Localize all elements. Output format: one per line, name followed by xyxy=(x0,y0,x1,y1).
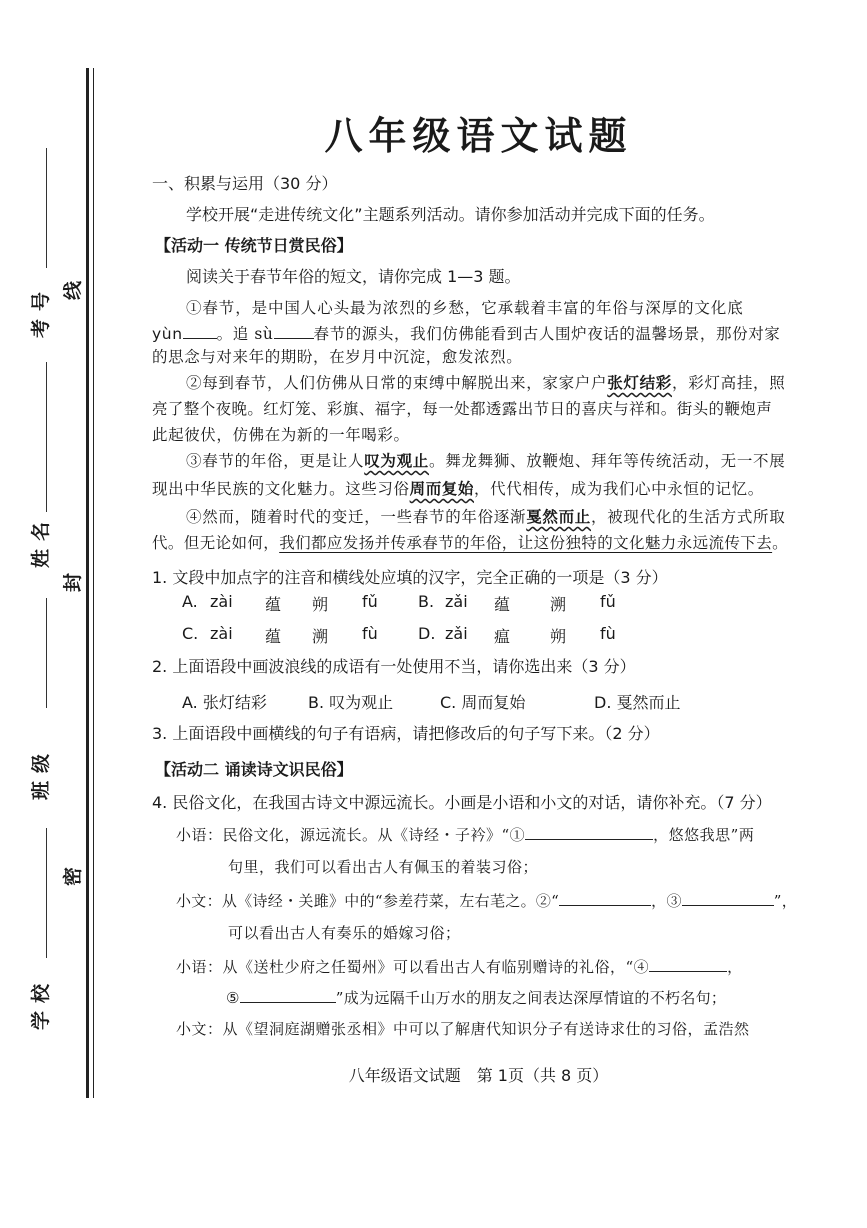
q1-opt-a-2: 蕴 xyxy=(265,595,282,614)
q1-opt-d-4: fù xyxy=(600,624,616,643)
dialogue-1-line1 xyxy=(176,823,754,846)
q1-opt-b-1: zǎi xyxy=(445,592,468,611)
q1-opt-d-2: 瘟 xyxy=(494,627,511,646)
binding-line-thick xyxy=(86,68,89,1098)
q1-opt-a-3: 朔 xyxy=(312,595,329,614)
seal-mi: 密 xyxy=(62,866,84,886)
xuexiao-label: 学校 xyxy=(30,975,52,1030)
q1-opt-d-1: zǎi xyxy=(445,624,468,643)
passage-p2-line3: 此起彼伏，仿佛在为新的一年喝彩。 xyxy=(152,426,410,444)
passage-p1-line3: 的思念与对来年的期盼，在岁月中沉淀，愈发浓烈。 xyxy=(152,348,523,366)
passage-p2-line1 xyxy=(186,372,785,394)
section1-heading: 一、积累与运用（30 分） xyxy=(152,174,338,193)
banji-label: 班级 xyxy=(30,745,52,800)
section1-intro: 学校开展“走进传统文化”主题系列活动。请你参加活动并完成下面的任务。 xyxy=(186,205,715,224)
q1-opt-c-3: 溯 xyxy=(312,627,329,646)
dialogue-1-line2: 句里，我们可以看出古人有佩玉的着装习俗； xyxy=(228,858,539,876)
xingming-fill-line xyxy=(46,362,47,512)
q1-opt-c-1: zài xyxy=(210,624,233,643)
dialogue-3-text-d: ”成为远隔千山万水的朋友之间表达深厚情谊的不朽名句； xyxy=(335,989,727,1007)
passage-p1-text-a: ①春节，是中国人心头最为浓烈的乡愁，它承载着丰富的年俗与深厚的文化底 xyxy=(186,299,744,317)
blank-5[interactable] xyxy=(240,986,336,1003)
q1-stem: 1. 文段中加点字的注音和横线处应填的汉字，完全正确的一项是（3 分） xyxy=(152,568,668,587)
q3-stem: 3. 上面语段中画横线的句子有语病，请把修改后的句子写下来。（2 分） xyxy=(152,724,660,743)
passage-p1-text-b: 春节的源头，我们仿佛能看到古人围炉夜话的温馨场景，那份对家 xyxy=(313,325,781,343)
q1-opt-b-4: fǔ xyxy=(600,592,616,611)
dialogue-3-text-a: 小语：从《送杜少府之任蜀州》可以看出古人有临别赠诗的礼俗，“④ xyxy=(176,958,650,976)
passage-p3-text-a: ③春节的年俗，更是让人 xyxy=(186,452,365,470)
passage-instruction: 阅读关于春节年俗的短文，请你完成 1—3 题。 xyxy=(186,267,521,286)
dialogue-1-text-a: 小语：民俗文化，源远流长。从《诗经・子衿》“① xyxy=(176,826,526,844)
q1-opt-d-label[interactable]: D. xyxy=(418,624,436,643)
q1-opt-b-label[interactable]: B. xyxy=(418,592,435,611)
pinyin-yun: yùn xyxy=(152,325,183,343)
idiom-zhangdengjiecai: 张灯结彩 xyxy=(607,373,673,392)
xingming-fill-line-2 xyxy=(46,598,47,708)
q4-stem: 4. 民俗文化，在我国古诗文中源远流长。小画是小语和小文的对话，请你补充。（7 分） xyxy=(152,793,772,812)
q1-opt-b-3: 溯 xyxy=(550,595,567,614)
passage-p3-text-d: ，代代相传，成为我们心中永恒的记忆。 xyxy=(474,480,764,498)
q1-opt-a-1: zài xyxy=(210,592,233,611)
passage-p3-text-b: 。舞龙舞狮、放鞭炮、拜年等传统活动，无一不展 xyxy=(429,452,786,470)
passage-p2-text-a: ②每到春节，人们仿佛从日常的束缚中解脱出来，家家户户 xyxy=(186,374,608,392)
sentence-underlined: 我们都应发扬并传承春节的年俗，让这份独特的文化魅力永远流传下去 xyxy=(279,534,773,552)
q1-opt-b-2: 蕴 xyxy=(494,595,511,614)
q2-option-c[interactable]: C. 周而复始 xyxy=(440,693,526,712)
kaohao-fill-line xyxy=(46,148,47,268)
passage-p2-text-b: ，彩灯高挂，照 xyxy=(672,374,786,392)
idiom-tanweiguanzhi: 叹为观止 xyxy=(364,451,430,470)
activity1-heading: 【活动一 传统节日赏民俗】 xyxy=(155,236,353,255)
passage-p1-line1 xyxy=(186,297,744,319)
passage-p2-line2: 亮了整个夜晚。红灯笼、彩旗、福字，每一处都透露出节日的喜庆与祥和。街头的鞭炮声 xyxy=(152,400,773,418)
dialogue-3-line2 xyxy=(226,986,726,1009)
q1-opt-a-4: fǔ xyxy=(362,592,378,611)
passage-p4-text-d: 。 xyxy=(772,534,789,552)
dialogue-2-text-c: ”， xyxy=(773,892,798,910)
q1-opt-c-4: fù xyxy=(362,624,378,643)
blank-su[interactable] xyxy=(274,322,314,339)
seal-feng: 封 xyxy=(62,572,84,592)
q1-opt-d-3: 朔 xyxy=(550,627,567,646)
passage-p4-text-b: ，被现代化的生活方式所取 xyxy=(591,508,786,526)
exam-title: 八年级语文试题 xyxy=(324,114,633,158)
blank-3[interactable] xyxy=(682,889,774,906)
passage-p4-line1 xyxy=(186,506,785,528)
kaohao-label: 考号 xyxy=(30,283,52,338)
dialogue-4-line1: 小文：从《望洞庭湖赠张丞相》中可以了解唐代知识分子有送诗求仕的习俗，孟浩然 xyxy=(176,1020,750,1038)
binding-line-thin xyxy=(93,68,94,1098)
banji-fill-line xyxy=(46,828,47,958)
dialogue-3-text-c: ⑤ xyxy=(226,989,240,1007)
q1-opt-c-label[interactable]: C. xyxy=(182,624,199,643)
passage-p4-line2 xyxy=(152,532,788,554)
passage-p4-text-c: 代。但无论如何， xyxy=(152,534,280,552)
dialogue-2-text-b: ，③ xyxy=(651,892,682,910)
passage-p3-line2 xyxy=(152,478,764,500)
q2-stem: 2. 上面语段中画波浪线的成语有一处使用不当，请你选出来（3 分） xyxy=(152,657,636,676)
seal-xian: 线 xyxy=(62,280,84,300)
blank-2[interactable] xyxy=(559,889,651,906)
pinyin-su: 。追 sù xyxy=(216,325,274,343)
passage-p3-text-c: 现出中华民族的文化魅力。这些习俗 xyxy=(152,480,410,498)
dialogue-1-text-b: ，悠悠我思”两 xyxy=(653,826,755,844)
blank-yun[interactable] xyxy=(183,322,217,339)
dialogue-3-text-b: ， xyxy=(727,958,743,976)
blank-1[interactable] xyxy=(525,823,653,840)
passage-p1-line2 xyxy=(152,322,780,345)
passage-p3-line1 xyxy=(186,450,785,472)
q1-opt-c-2: 蕴 xyxy=(265,627,282,646)
idiom-garanerzhi: 戛然而止 xyxy=(526,507,592,526)
q2-option-a[interactable]: A. 张灯结彩 xyxy=(182,693,267,712)
dialogue-2-line2: 可以看出古人有奏乐的婚嫁习俗； xyxy=(228,924,461,942)
dialogue-2-text-a: 小文：从《诗经・关雎》中的“参差荇菜，左右芼之。②“ xyxy=(176,892,560,910)
dialogue-2-line1 xyxy=(176,889,797,912)
idiom-zhouerfushi: 周而复始 xyxy=(409,479,475,498)
q2-option-b[interactable]: B. 叹为观止 xyxy=(308,693,394,712)
xingming-label: 姓名 xyxy=(30,513,52,568)
q2-option-d[interactable]: D. 戛然而止 xyxy=(594,693,681,712)
page-footer: 八年级语文试题 第 1页（共 8 页） xyxy=(348,1066,609,1085)
q1-opt-a-label[interactable]: A. xyxy=(182,592,198,611)
blank-4[interactable] xyxy=(649,955,727,972)
dialogue-3-line1 xyxy=(176,955,743,978)
activity2-heading: 【活动二 诵读诗文识民俗】 xyxy=(155,760,353,779)
passage-p4-text-a: ④然而，随着时代的变迁，一些春节的年俗逐渐 xyxy=(186,508,527,526)
